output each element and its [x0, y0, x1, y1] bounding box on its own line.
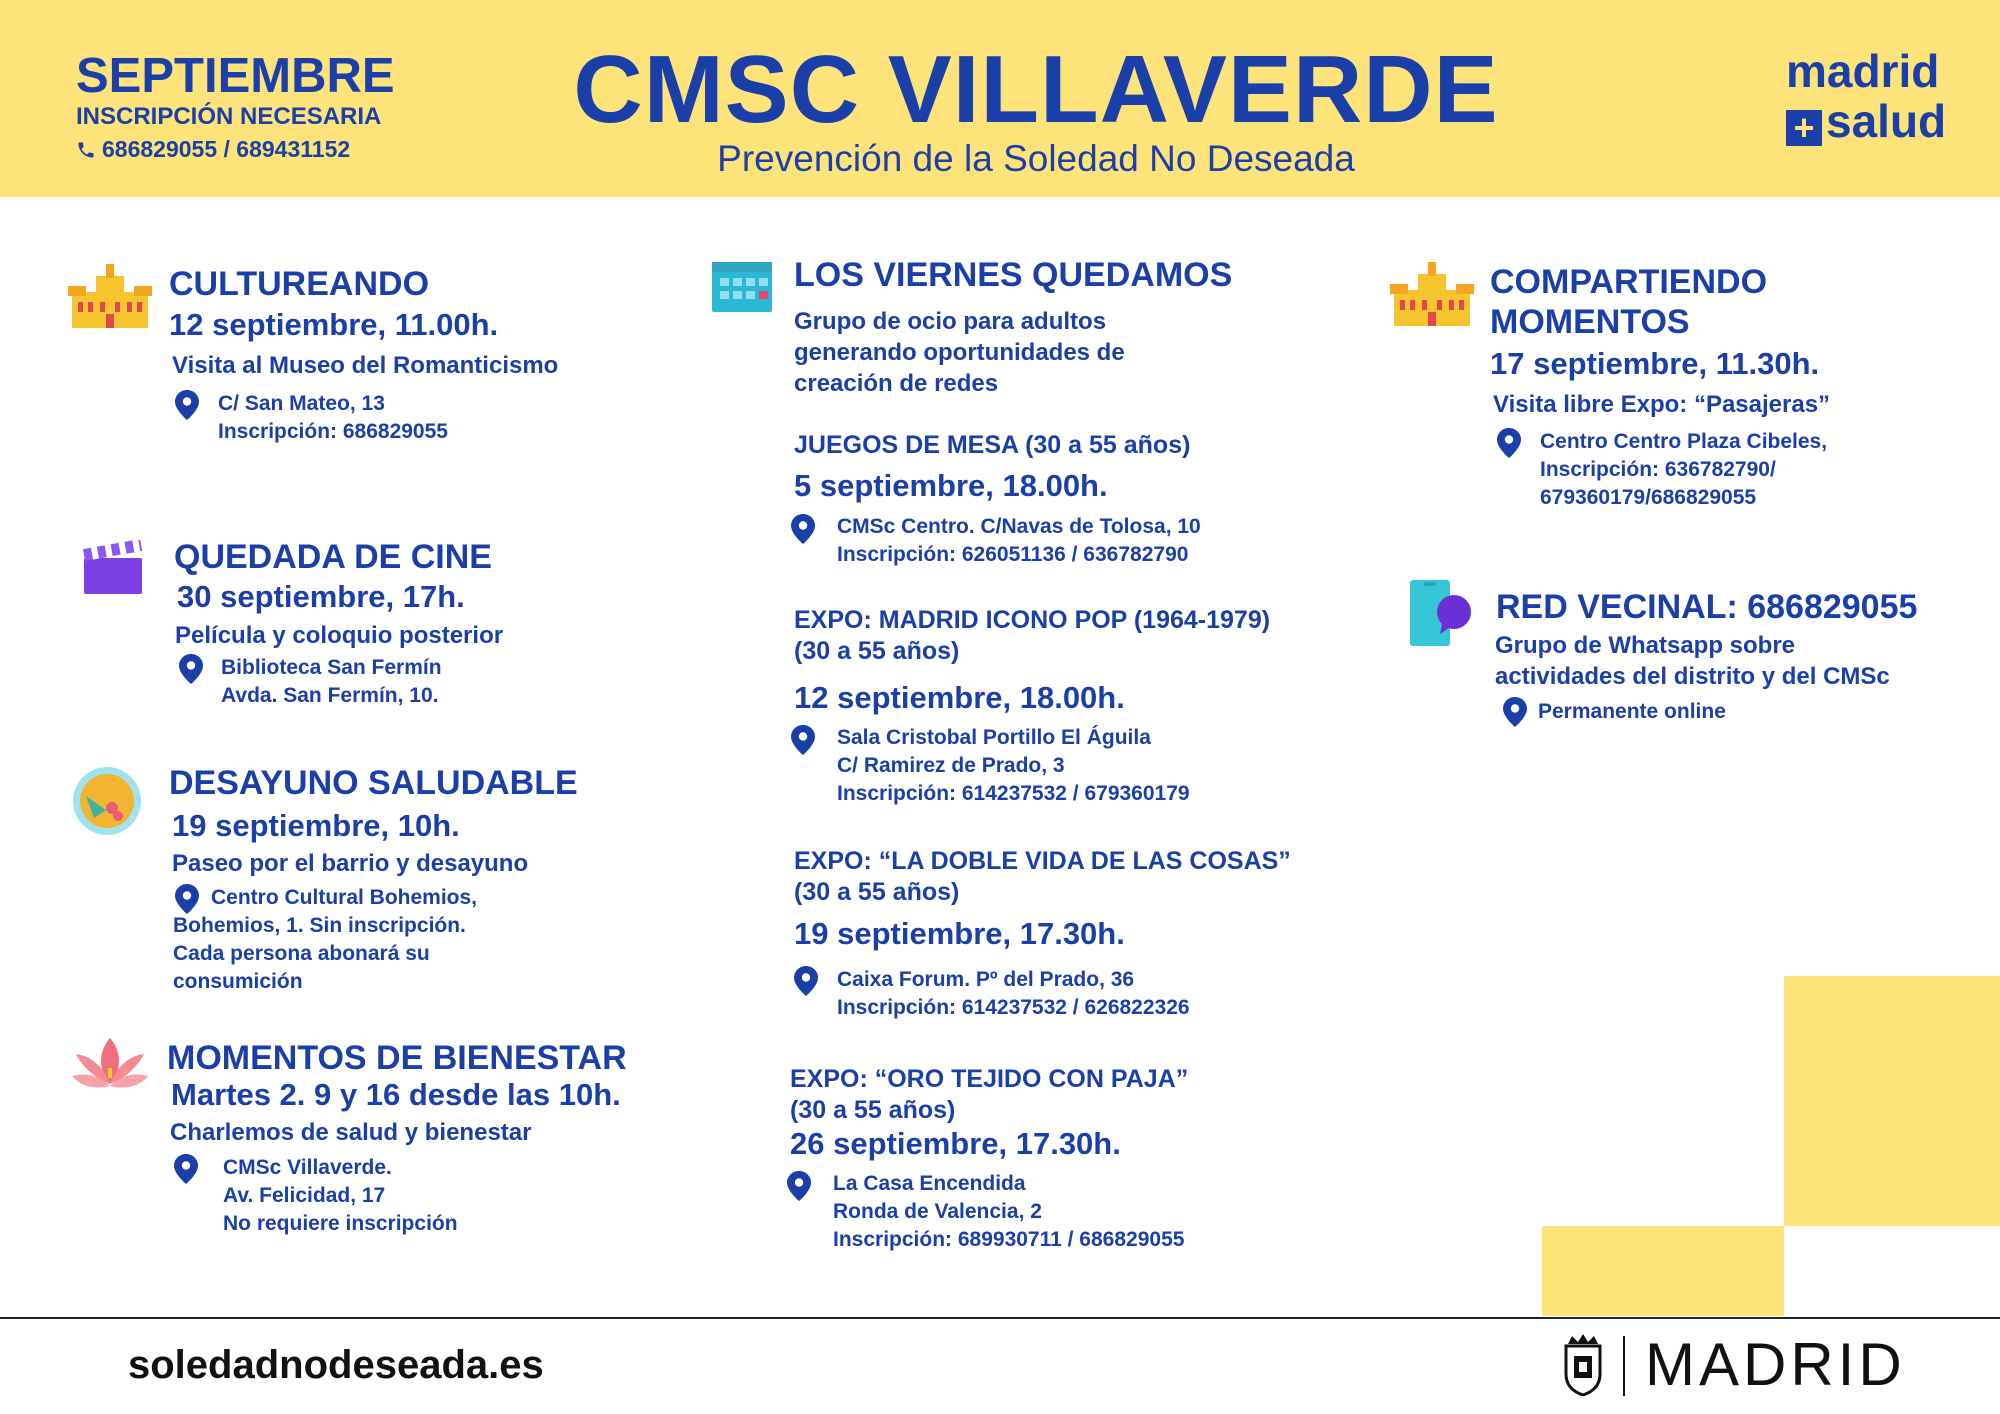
madrid-salud-logo [1786, 46, 1946, 146]
network-title: RED VECINAL: 686829055 [1496, 588, 1918, 626]
wellbeing-date: Martes 2. 9 y 16 desde las 10h. [171, 1077, 621, 1112]
network-description [1495, 630, 1890, 692]
page-subtitle: Prevención de la Soledad No Deseada [717, 138, 1355, 179]
sharing-description: Visita libre Expo: “Pasajeras” [1493, 391, 1831, 418]
doble-vida-date: 19 septiembre, 17.30h. [794, 916, 1125, 951]
fridays-intro-line1: Grupo de ocio para adultos [794, 308, 1107, 335]
footer-separator [1623, 1336, 1625, 1396]
plate-icon [72, 766, 142, 836]
plus-icon: + [1786, 110, 1822, 146]
doble-vida-age: (30 a 55 años) [794, 878, 960, 906]
oro-tejido-location [833, 1170, 1184, 1254]
page-title: CMSC VILLAVERDE [573, 36, 1499, 143]
location-pin-icon [178, 654, 204, 684]
location-pin-icon [1502, 697, 1528, 727]
sharing-title [1490, 262, 1767, 342]
oro-tejido-title: EXPO: “ORO TEJIDO CON PAJA” [790, 1065, 1189, 1093]
doble-vida-venue: Caixa Forum. Pº del Prado, 36 [837, 968, 1135, 991]
madrid-coat-of-arms-icon [1562, 1334, 1604, 1396]
culture-date: 12 septiembre, 11.00h. [169, 307, 499, 342]
wellbeing-address: Av. Felicidad, 17 [223, 1184, 386, 1207]
lotus-icon [70, 1034, 150, 1098]
cinema-title: QUEDADA DE CINE [174, 538, 492, 576]
breakfast-note2: consumición [173, 970, 303, 993]
calendar-icon [712, 258, 772, 312]
oro-tejido-venue: La Casa Encendida [833, 1172, 1026, 1195]
chat-phone-icon [1410, 580, 1472, 646]
palace-icon [68, 262, 152, 330]
sharing-registration1: Inscripción: 636782790/ [1540, 458, 1776, 481]
sharing-location [1540, 428, 1827, 512]
breakfast-note1: Cada persona abonará su [173, 942, 430, 965]
registration-note: INSCRIPCIÓN NECESARIA [76, 103, 382, 130]
icono-pop-title: EXPO: MADRID ICONO POP (1964-1979) [794, 606, 1271, 634]
doble-vida-location [837, 966, 1190, 1022]
footer-divider [0, 1317, 2000, 1319]
fridays-title: LOS VIERNES QUEDAMOS [794, 256, 1233, 294]
cinema-venue: Biblioteca San Fermín [221, 656, 442, 679]
icono-pop-date: 12 septiembre, 18.00h. [794, 680, 1125, 715]
doble-vida-title: EXPO: “LA DOBLE VIDA DE LAS COSAS” [794, 847, 1291, 875]
sharing-date: 17 septiembre, 11.30h. [1490, 346, 1820, 381]
culture-title: CULTUREANDO [169, 265, 430, 303]
location-pin-icon [174, 390, 200, 420]
oro-tejido-date: 26 septiembre, 17.30h. [790, 1126, 1121, 1161]
icono-pop-venue: Sala Cristobal Portillo El Águila [837, 726, 1151, 749]
icono-pop-subtitle [794, 605, 1270, 667]
website-link[interactable]: soledadnodeseada.es [128, 1343, 544, 1387]
culture-address: C/ San Mateo, 13 [218, 392, 385, 415]
wellbeing-description: Charlemos de salud y bienestar [170, 1119, 532, 1146]
sharing-registration2: 679360179/686829055 [1540, 486, 1757, 509]
location-pin-icon [790, 514, 816, 544]
sharing-venue: Centro Centro Plaza Cibeles, [1540, 430, 1828, 453]
breakfast-address: Bohemios, 1. Sin inscripción. [173, 914, 466, 937]
icono-pop-age: (30 a 55 años) [794, 637, 960, 665]
doble-vida-subtitle [794, 846, 1291, 908]
wellbeing-title: MOMENTOS DE BIENESTAR [167, 1039, 627, 1077]
fridays-intro-line2: generando oportunidades de [794, 339, 1125, 366]
brand-line2: salud [1826, 95, 1947, 147]
location-pin-icon [174, 884, 200, 914]
cinema-date: 30 septiembre, 17h. [177, 579, 465, 614]
sharing-title-line2: MOMENTOS [1490, 303, 1690, 341]
board-games-location [837, 513, 1201, 569]
network-description-line1: Grupo de Whatsapp sobre [1495, 632, 1796, 659]
board-games-subtitle: JUEGOS DE MESA (30 a 55 años) [794, 431, 1191, 459]
breakfast-title: DESAYUNO SALUDABLE [169, 764, 578, 802]
oro-tejido-address: Ronda de Valencia, 2 [833, 1200, 1042, 1223]
madrid-wordmark: MADRID [1645, 1331, 1906, 1398]
wellbeing-location [223, 1154, 458, 1238]
breakfast-location-line1: Centro Cultural Bohemios, [211, 886, 478, 909]
wellbeing-note: No requiere inscripción [223, 1212, 458, 1235]
network-location: Permanente online [1538, 700, 1726, 723]
cinema-description: Película y coloquio posterior [175, 622, 504, 649]
board-games-date: 5 septiembre, 18.00h. [794, 468, 1108, 503]
clapperboard-icon [82, 540, 144, 596]
location-pin-icon [790, 725, 816, 755]
culture-registration: Inscripción: 686829055 [218, 420, 448, 443]
month-label: SEPTIEMBRE [76, 49, 395, 103]
culture-location [218, 390, 448, 446]
cinema-address: Avda. San Fermín, 10. [221, 684, 439, 707]
palace-icon [1390, 260, 1474, 328]
network-description-line2: actividades del distrito y del CMSc [1495, 663, 1890, 690]
breakfast-location-more [173, 912, 466, 996]
board-games-registration: Inscripción: 626051136 / 636782790 [837, 543, 1189, 566]
location-pin-icon [786, 1171, 812, 1201]
icono-pop-address: C/ Ramirez de Prado, 3 [837, 754, 1065, 777]
culture-description: Visita al Museo del Romanticismo [172, 352, 559, 379]
oro-tejido-age: (30 a 55 años) [790, 1096, 956, 1124]
sharing-title-line1: COMPARTIENDO [1490, 263, 1768, 301]
icono-pop-registration: Inscripción: 614237532 / 679360179 [837, 782, 1190, 805]
breakfast-date: 19 septiembre, 10h. [172, 808, 460, 843]
icono-pop-location [837, 724, 1190, 808]
location-pin-icon [173, 1154, 199, 1184]
phone-numbers: 686829055 / 689431152 [102, 136, 351, 162]
board-games-address: CMSc Centro. C/Navas de Tolosa, 10 [837, 515, 1201, 538]
brand-line1: madrid [1786, 45, 1940, 97]
location-pin-icon [793, 966, 819, 996]
cinema-location [221, 654, 442, 710]
location-pin-icon [1496, 428, 1522, 458]
wellbeing-venue: CMSc Villaverde. [223, 1156, 392, 1179]
decorative-block [1784, 976, 2000, 1226]
decorative-block [1542, 1226, 1784, 1316]
fridays-intro [794, 306, 1125, 399]
breakfast-description: Paseo por el barrio y desayuno [172, 850, 529, 877]
fridays-intro-line3: creación de redes [794, 370, 999, 397]
oro-tejido-registration: Inscripción: 689930711 / 686829055 [833, 1228, 1185, 1251]
oro-tejido-subtitle [790, 1064, 1188, 1126]
doble-vida-registration: Inscripción: 614237532 / 626822326 [837, 996, 1190, 1019]
